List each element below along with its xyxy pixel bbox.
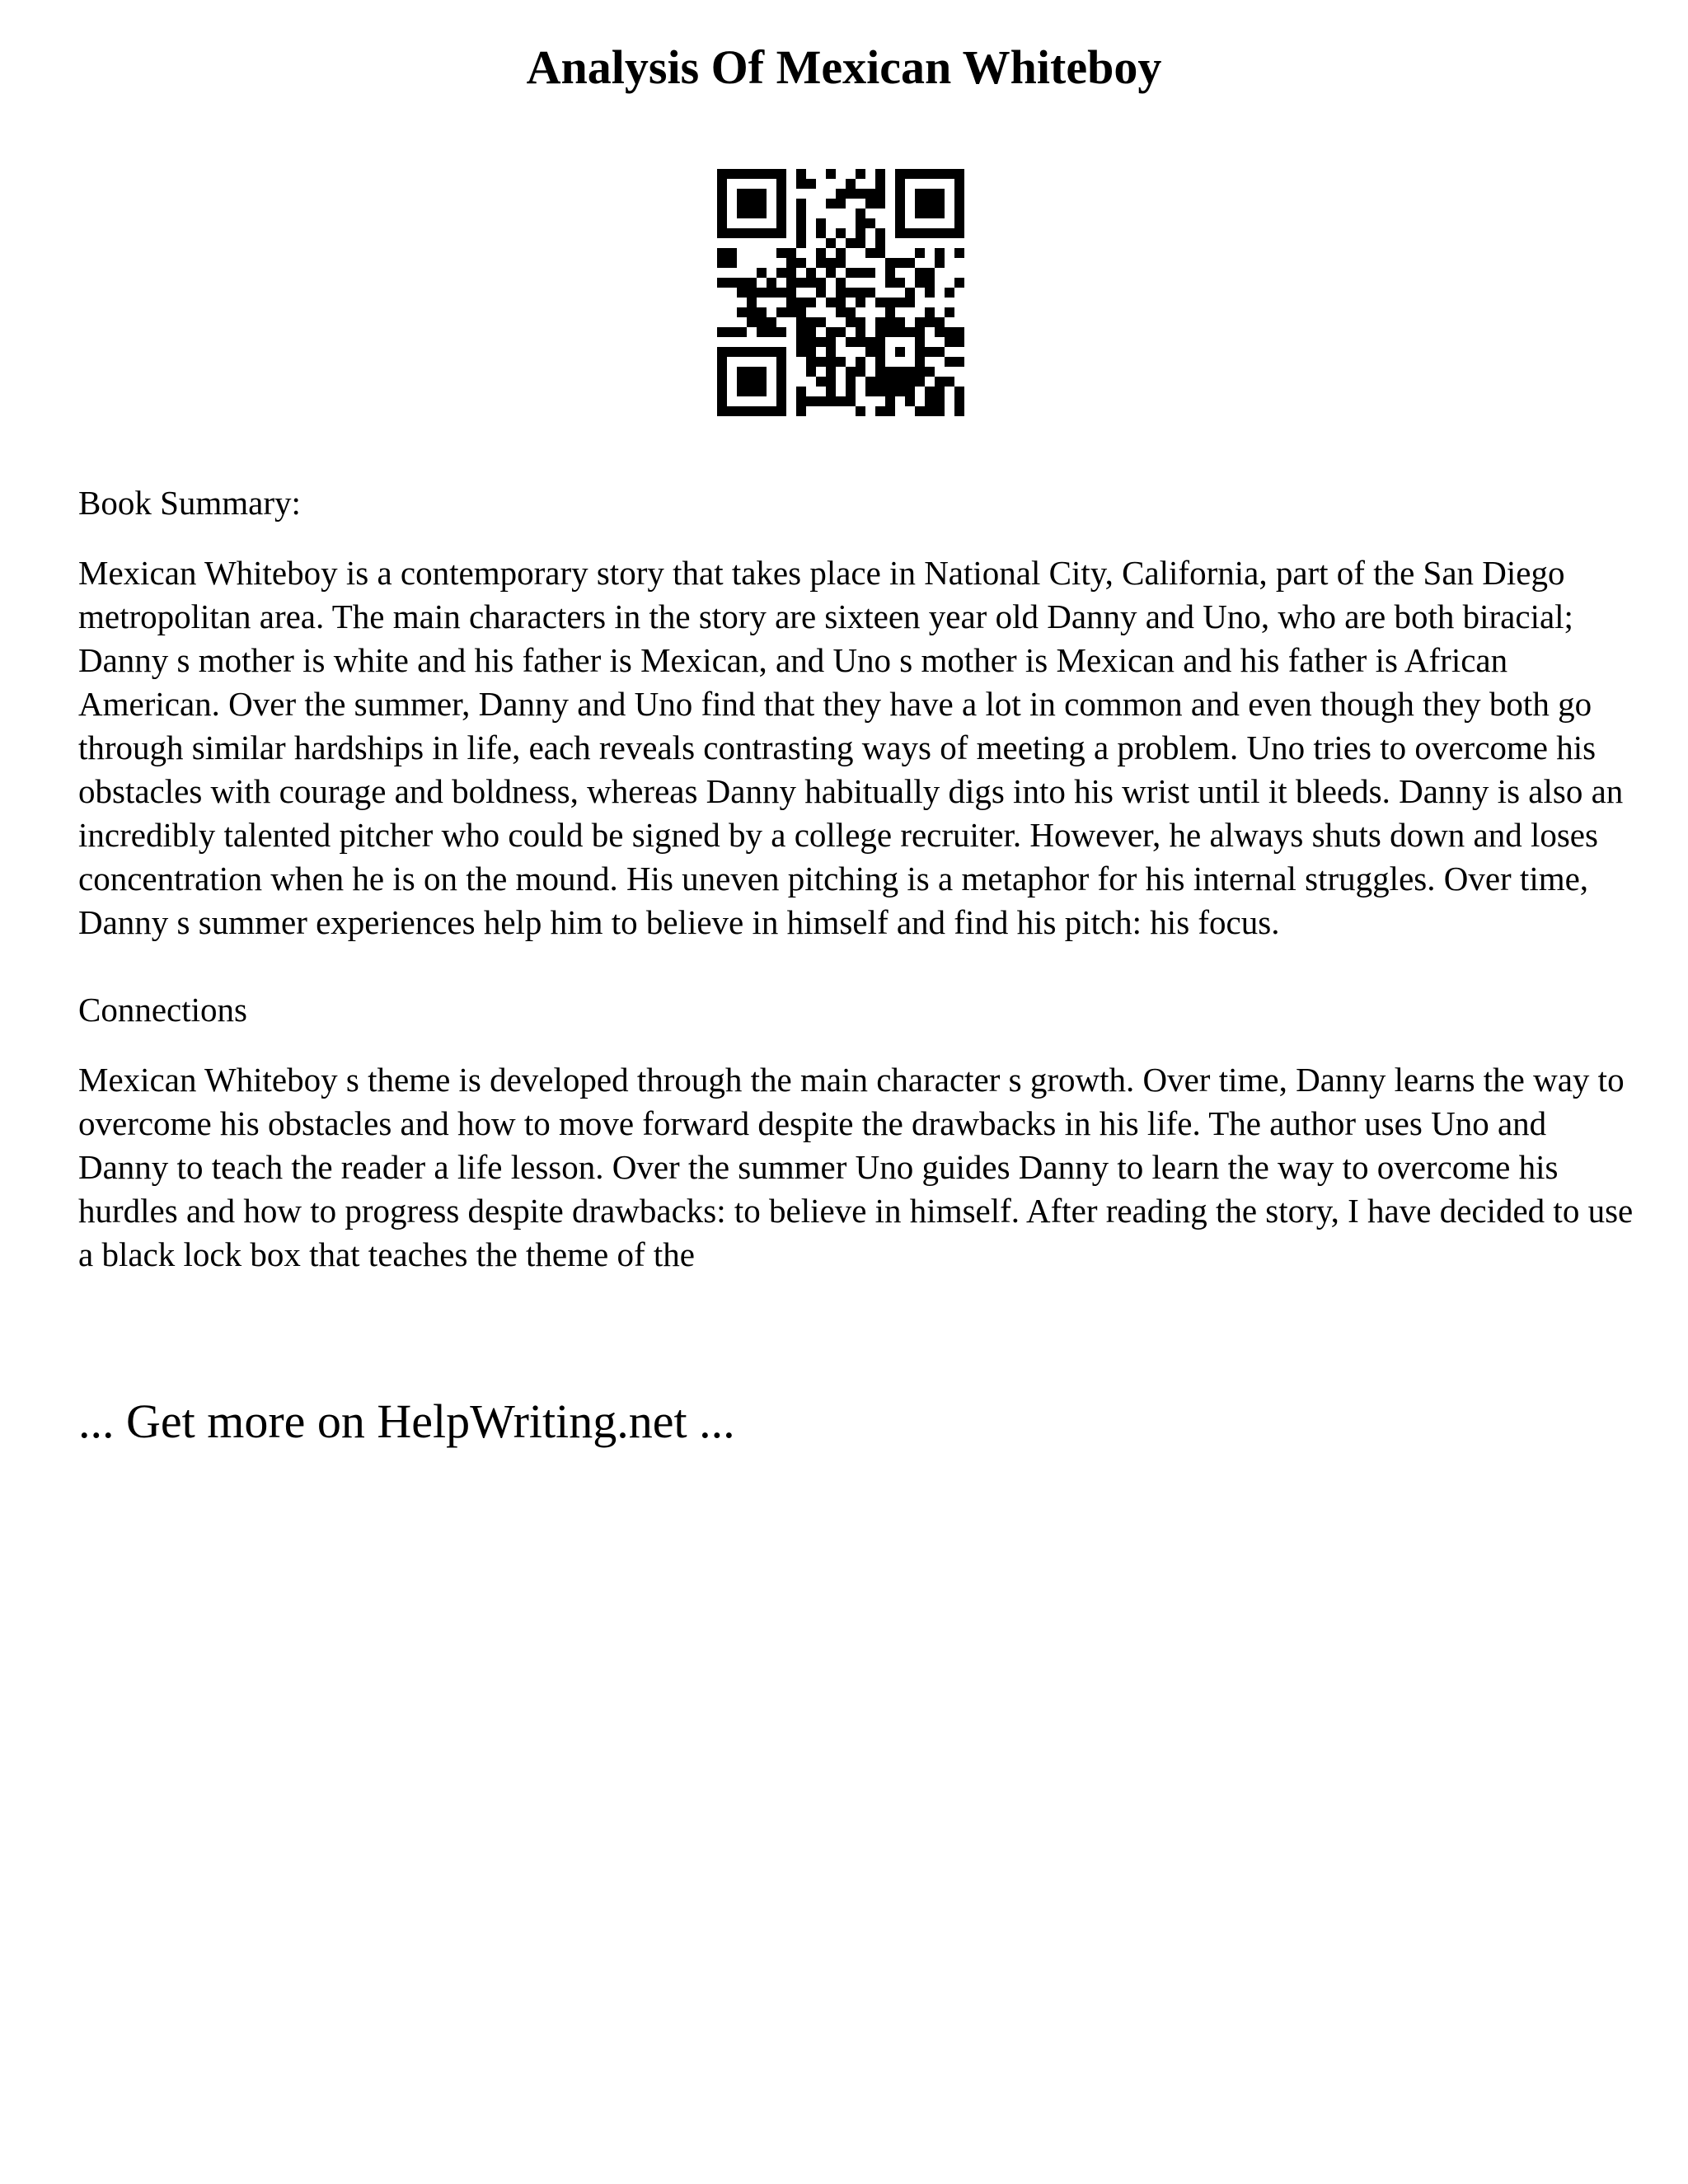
section-body-summary: Mexican Whiteboy is a contemporary story that takes place in National City, California, part of the San Diego metropolitan area. The main characters in the story are sixteen year old Danny and Uno, who are both biracial; Danny s mother is white and his father is Mexican, and Uno s mother is Mexican and his father is African American. Over the summer, Danny and Uno find that they have a lot in common and even though they both go through similar hardships in life, each reveals contrasting ways of meeting a problem. Uno tries to overcome his obstacles with courage and boldness, whereas Danny habitually digs into his wrist until it bleeds. Danny is also an incredibly talented pitcher who could be signed by a college recruiter. However, he always shuts down and loses concentration when he is on the mound. His uneven pitching is a metaphor for his internal struggles. Over time, Danny s summer experiences help him to believe in himself and find his pitch: his focus. [78, 554, 1624, 941]
get-more-link[interactable]: ... Get more on HelpWriting.net ... [78, 1394, 735, 1448]
section-body-connections: Mexican Whiteboy s theme is developed through the main character s growth. Over time, Danny learns the way to overcome his obstacles and how to move forward despite the drawbacks in his life. The author uses Uno and Danny to teach the reader a life lesson. Over the summer Uno guides Danny to learn the way to overcome his hurdles and how to progress despite drawbacks: to believe in himself. After reading the story, I have decided to use a black lock box that teaches the theme of the [78, 1061, 1634, 1273]
qr-code-icon [717, 169, 964, 416]
page-title: Analysis Of Mexican Whiteboy [526, 40, 1162, 94]
section-heading-connections: Connections [78, 991, 247, 1029]
document-body [78, 481, 1636, 1320]
section-heading-summary: Book Summary: [78, 484, 301, 522]
